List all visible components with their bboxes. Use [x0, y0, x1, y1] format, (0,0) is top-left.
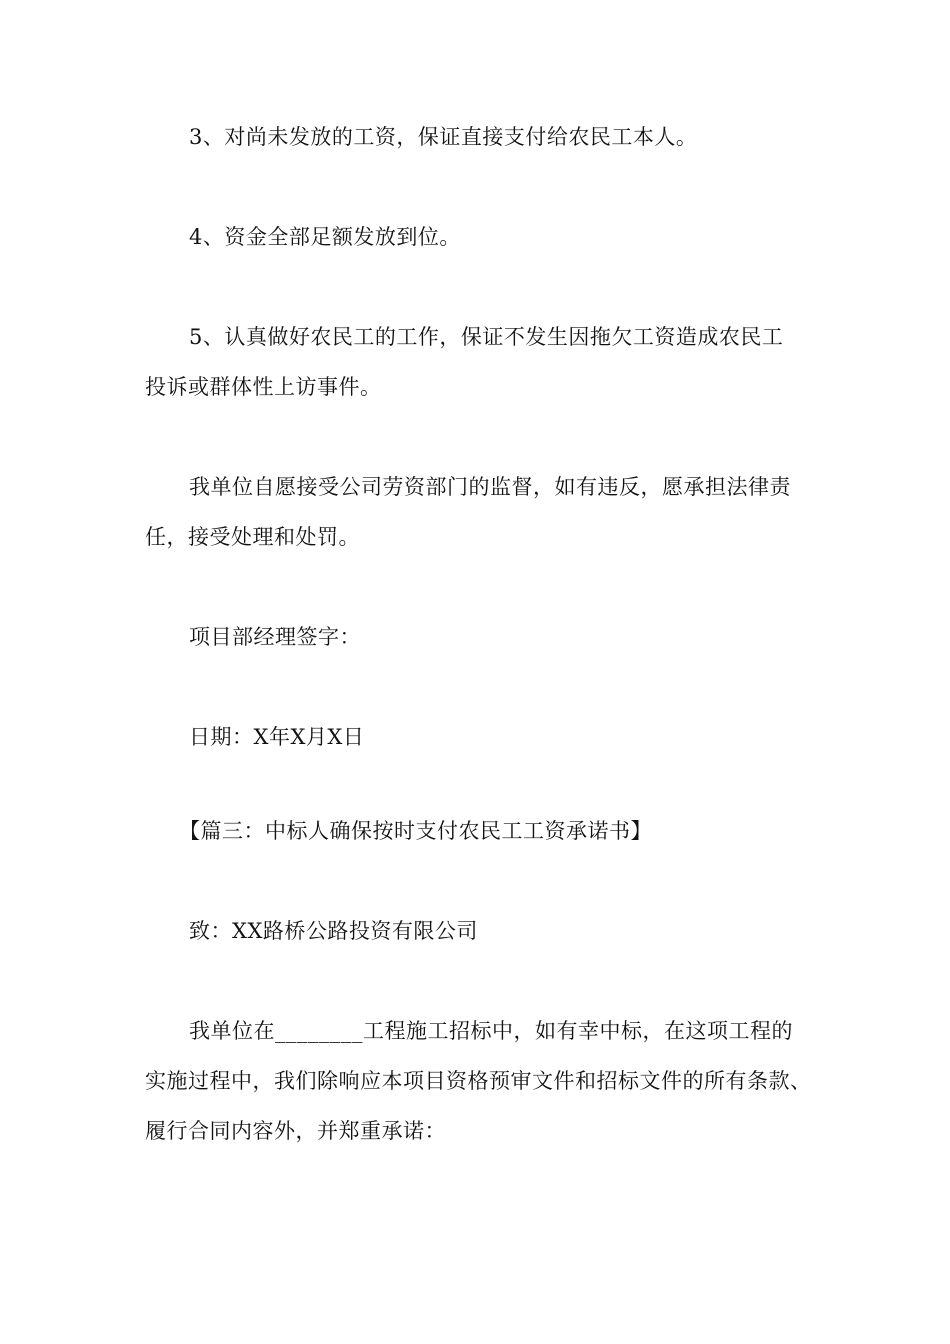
paragraph-line: 我单位自愿接受公司劳资部门的监督，如有违反，愿承担法律责 — [189, 475, 791, 499]
paragraph-line: 项目部经理签字： — [189, 625, 361, 649]
date-label — [145, 712, 815, 762]
paragraph-line: 实施过程中，我们除响应本项目资格预审文件和招标文件的所有条款、 — [145, 1069, 812, 1093]
addressee-line — [145, 906, 815, 956]
paragraph-line: 【篇三：中标人确保按时支付农民工工资承诺书】 — [179, 819, 652, 843]
paragraph-line: 履行合同内容外，并郑重承诺： — [145, 1119, 446, 1143]
signature-label — [145, 612, 815, 662]
paragraph-line: 日期：X年X月X日 — [189, 725, 365, 749]
pledge-paragraph — [145, 1006, 815, 1156]
paragraph-line: 4、资金全部足额发放到位。 — [189, 225, 461, 249]
paragraph-line: 5、认真做好农民工的工作，保证不发生因拖欠工资造成农民工 — [189, 325, 784, 349]
paragraph-line: 任，接受处理和处罚。 — [145, 525, 360, 549]
item-5-paragraph — [145, 312, 815, 412]
paragraph-line: 3、对尚未发放的工资，保证直接支付给农民工本人。 — [189, 125, 698, 149]
item-4-paragraph — [145, 212, 815, 262]
paragraph-line: 我单位在________工程施工招标中，如有幸中标，在这项工程的 — [189, 1019, 793, 1043]
section-title — [145, 806, 815, 856]
item-3-paragraph — [145, 112, 815, 162]
supervision-paragraph — [145, 462, 815, 562]
paragraph-line: 投诉或群体性上访事件。 — [145, 375, 382, 399]
paragraph-line: 致：XX路桥公路投资有限公司 — [189, 919, 478, 943]
